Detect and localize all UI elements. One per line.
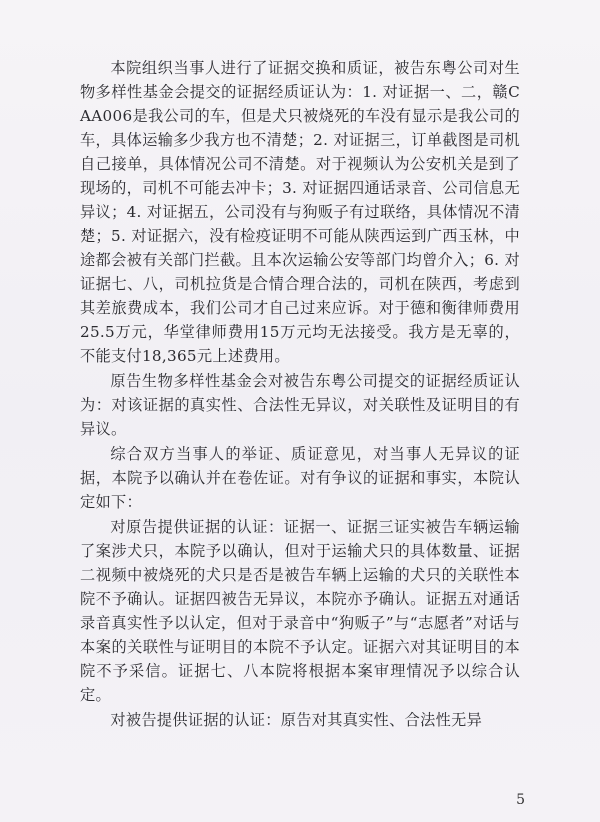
paragraph-plaintiff-evidence-finding: 对原告提供证据的认证：证据一、证据三证实被告车辆运输了案涉犬只，本院予以确认，但对于运输犬只的具体数量、证据二视频中被烧死的犬只是否是被告车辆上运输的犬只的关联性本院不予确认。证据四被告无异议，本院亦予确认。证据五对通话录音真实性予以认定，但对于录音中“狗贩子”与“志愿者”对话与本案的关联性与证明目的本院不予认定。证据六对其证明目的本院不予采信。证据七、八本院将根据本案审理情况予以综合认定。 [80,518,520,704]
paragraph-defendant-evidence-finding: 对被告提供证据的认证：原告对其真实性、合法性无异 [110,711,483,729]
paragraph-court-summary: 综合双方当事人的举证、质证意见，对当事人无异议的证据，本院予以确认并在卷佐证。对有争议的证据和事实，本院认定如下： [80,445,520,511]
page-number: 5 [516,792,525,808]
paragraph-defendant-cross-examination: 本院组织当事人进行了证据交换和质证，被告东粤公司对生物多样性基金会提交的证据经质证认为：1. 对证据一、二，赣CAA006是我公司的车，但是犬只被烧死的车没有显示是我公司的车，具体运输多少我方也不清楚；2. 对证据三，订单截图是司机自己接单，具体情况公司不清楚。对于视频认为公安机关是到了现场的，司机不可能去冲卡；3. 对证据四通话录音、公司信息无异议；4. 对证据五，公司没有与狗贩子有过联络，具体情况不清楚；5. 对证据六，没有检疫证明不可能从陕西运到广西玉林，中途都会被有关部门拦截。且本次运输公安等部门均曾介入；6. 对证据七、八，司机拉货是合情合理合法的，司机在陕西，考虑到其差旅费成本，我们公司才自己过来应诉。对于德和衡律师费用25.5万元，华堂律师费用15万元均无法接受。我方是无辜的，不能支付18,365元上述费用。 [80,59,520,365]
document-body [80,56,520,733]
paragraph-plaintiff-cross-examination: 原告生物多样性基金会对被告东粤公司提交的证据经质证认为：对该证据的真实性、合法性无异议，对关联性及证明目的有异议。 [80,372,520,438]
